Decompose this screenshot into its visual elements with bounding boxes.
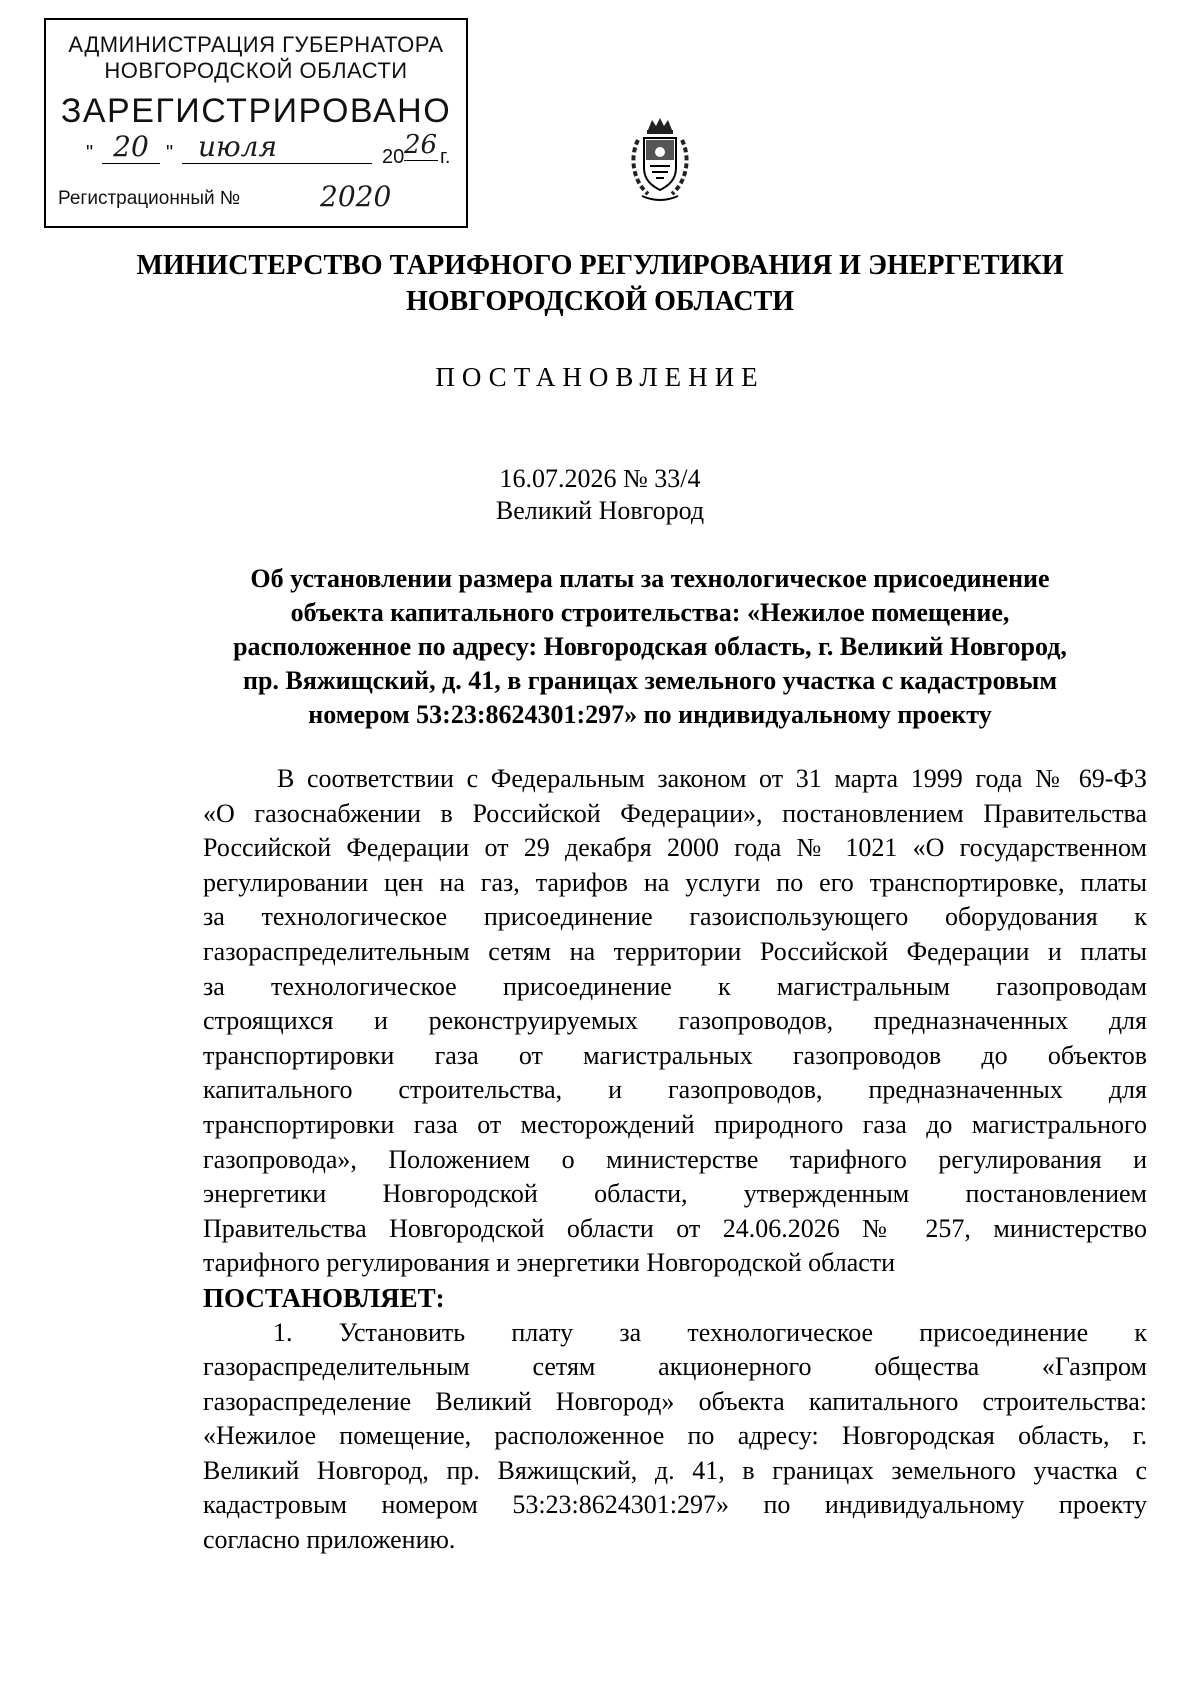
item1-line: 1. Установить плату за технологическое присоединение к: [273, 1317, 1147, 1347]
resolves-heading: ПОСТАНОВЛЯЕТ:: [203, 1282, 445, 1313]
stamp-month: июля: [182, 130, 372, 164]
preamble-line: строящихся и реконструируемых газопроводов, предназначенных для: [203, 1006, 1147, 1036]
stamp-day: 20: [102, 130, 160, 164]
stamp-year-hand: 26: [404, 130, 438, 160]
stamp-quote-open: ": [86, 142, 94, 164]
item1-line: «Нежилое помещение, расположенное по адресу: Новгородская область, г.: [203, 1421, 1147, 1451]
stamp-date: [86, 132, 452, 172]
stamp-reg-number: 2020: [320, 180, 392, 213]
subject-line: номером 53:23:8624301:297» по индивидуальному проекту: [308, 700, 992, 729]
preamble-line: В соответствии с Федеральным законом от 31 марта 1999 года № 69-ФЗ: [277, 764, 1147, 793]
preamble-line: транспортировки газа от магистральных газопроводов до объектов: [203, 1040, 1147, 1070]
coat-of-arms-icon: [628, 116, 692, 204]
ministry-title-line2: НОВГОРОДСКОЙ ОБЛАСТИ: [405, 286, 795, 317]
stamp-quote-close: ": [166, 142, 174, 164]
item1-line: Великий Новгород, пр. Вяжищский, д. 41, в границах земельного участка с: [203, 1455, 1147, 1485]
preamble-line: тарифного регулирования и энергетики Новгородской области: [203, 1248, 896, 1278]
subject-line: Об установлении размера платы за технологическое присоединение: [250, 564, 1050, 593]
preamble-line: регулировании цен на газ, тарифов на услуги по его транспортировке, платы: [203, 867, 1147, 897]
stamp-org-line1: АДМИНИСТРАЦИЯ ГУБЕРНАТОРА: [68, 32, 444, 57]
preamble-line: «О газоснабжении в Российской Федерации», постановлением Правительства: [203, 798, 1147, 828]
document-city: Великий Новгород: [495, 496, 705, 525]
stamp-org-line2: НОВГОРОДСКОЙ ОБЛАСТИ: [104, 58, 408, 83]
document-type: ПОСТАНОВЛЕНИЕ: [435, 362, 765, 392]
preamble-line: транспортировки газа от месторождений природного газа до магистрального: [203, 1109, 1147, 1139]
preamble-line: за технологическое присоединение к магистральным газопроводам: [203, 971, 1147, 1001]
stamp-year-suffix: г.: [440, 146, 451, 168]
stamp-year-prefix: 20: [382, 146, 405, 168]
stamp-registered: ЗАРЕГИСТРИРОВАНО: [60, 92, 452, 130]
document-body: [203, 762, 1147, 1558]
preamble-line: за технологическое присоединение газоиспользующего оборудования к: [203, 902, 1147, 932]
document-subject: [150, 562, 1150, 732]
item1-line: газораспределительным сетям акционерного общества «Газпром: [203, 1352, 1147, 1382]
preamble-line: газораспределительным сетям на территории Российской Федерации и платы: [203, 936, 1147, 966]
preamble-line: Российской Федерации от 29 декабря 2000 года № 1021 «О государственном: [203, 833, 1147, 863]
preamble-line: Правительства Новгородской области от 24.06.2026 № 257, министерство: [203, 1213, 1147, 1243]
subject-line: объекта капитального строительства: «Нежилое помещение,: [290, 598, 1010, 627]
item1-line: согласно приложению.: [203, 1525, 456, 1555]
ministry-title-line1: МИНИСТЕРСТВО ТАРИФНОГО РЕГУЛИРОВАНИЯ И ЭНЕРГЕТИКИ: [136, 250, 1064, 281]
preamble-line: газопровода», Положением о министерстве тарифного регулирования и: [203, 1144, 1147, 1174]
registration-stamp: [44, 18, 468, 228]
subject-line: пр. Вяжищский, д. 41, в границах земельного участка с кадастровым: [242, 666, 1058, 695]
preamble-line: капитального строительства, и газопроводов, предназначенных для: [203, 1075, 1147, 1105]
preamble-line: энергетики Новгородской области, утвержденным постановлением: [203, 1179, 1147, 1209]
document-date-number: 16.07.2026 № 33/4: [499, 464, 701, 493]
item1-line: газораспределение Великий Новгород» объекта капитального строительства:: [203, 1386, 1147, 1416]
stamp-reg-label: Регистрационный №: [58, 188, 241, 209]
subject-line: расположенное по адресу: Новгородская область, г. Великий Новгород,: [233, 632, 1067, 661]
item1-line: кадастровым номером 53:23:8624301:297» по индивидуальному проекту: [203, 1490, 1147, 1520]
